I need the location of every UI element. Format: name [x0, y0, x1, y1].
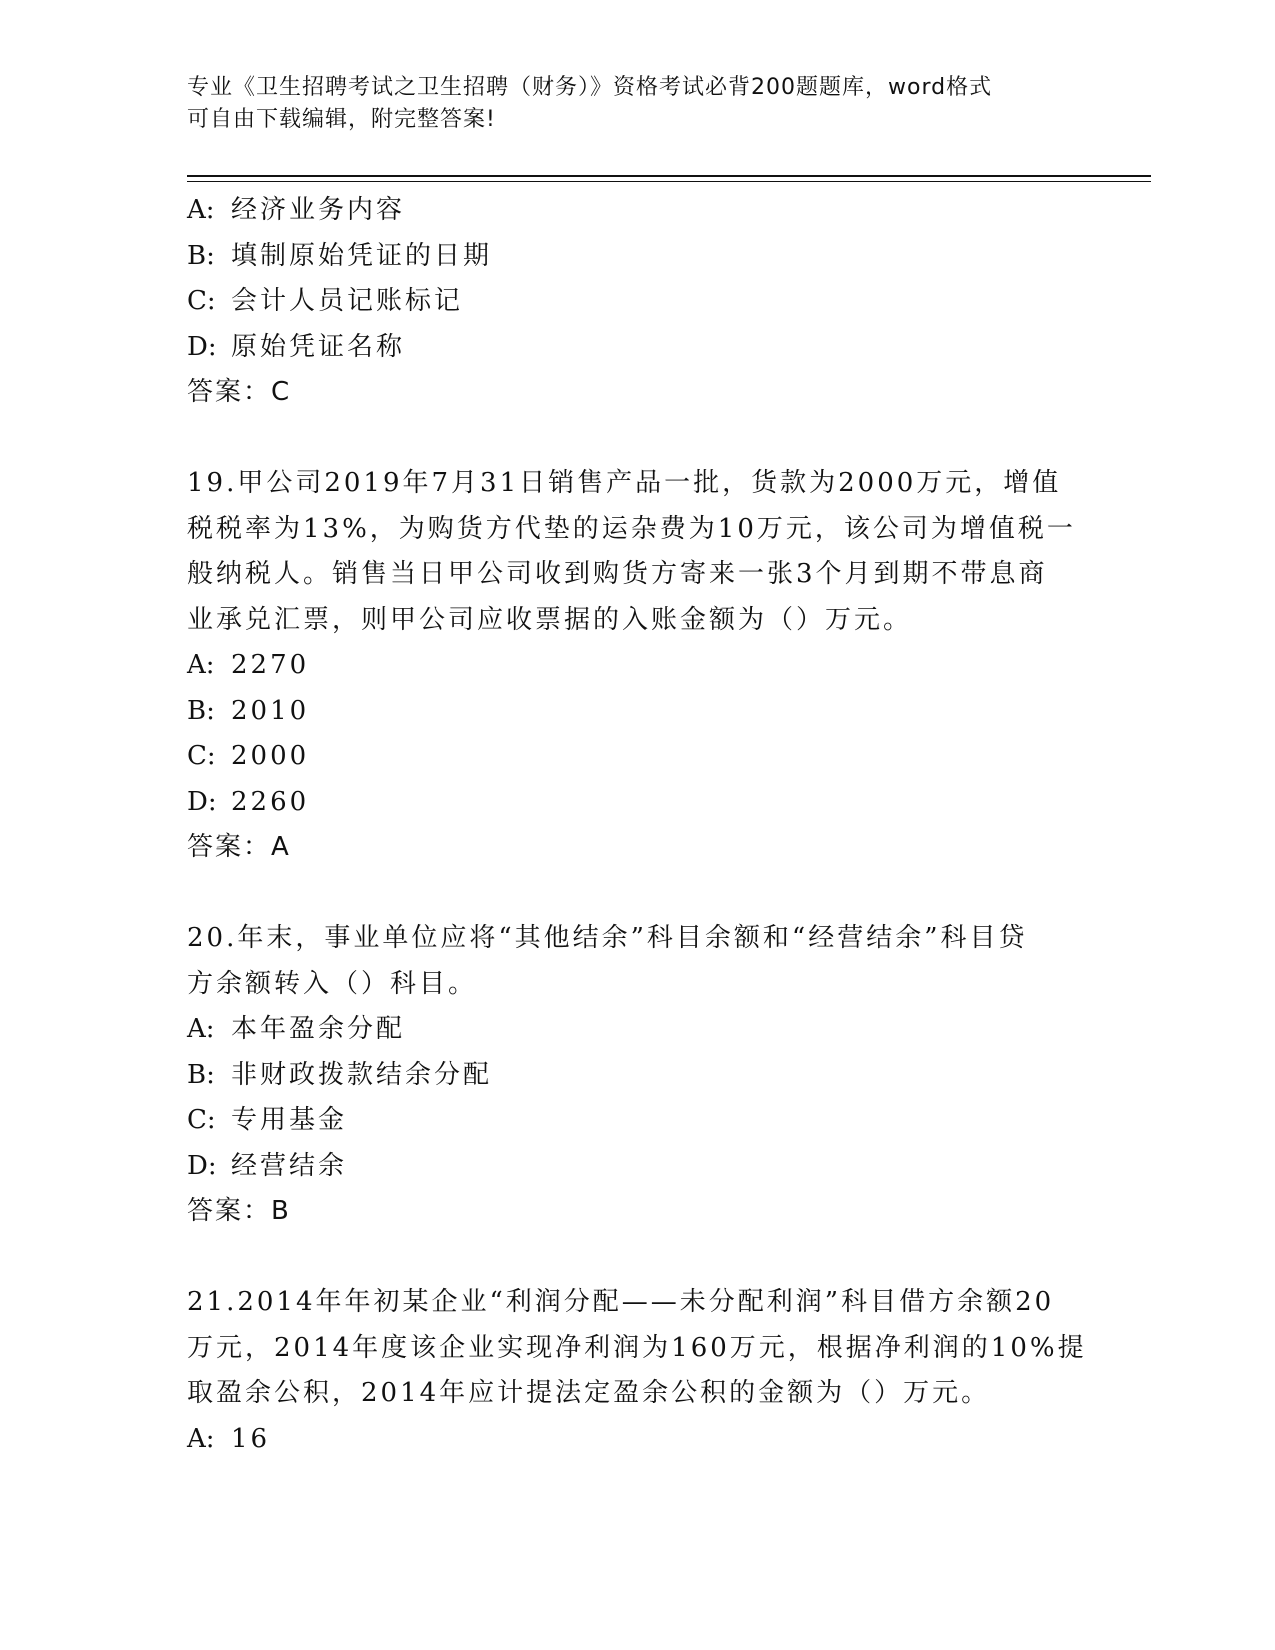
question-21 [187, 1280, 1087, 1462]
header-rule-thick [187, 175, 1151, 177]
option-text: 2000 [231, 741, 310, 771]
option-key: A: [187, 195, 215, 225]
option-a [187, 188, 1087, 234]
option-key: C: [187, 741, 216, 771]
question-text-line: 21.2014年年初某企业“利润分配——未分配利润”科目借方余额20 [187, 1287, 1055, 1317]
spacer [187, 871, 1087, 917]
option-b [187, 689, 1087, 735]
question-text-line: 般纳税人。销售当日甲公司收到购货方寄来一张3个月到期不带息商 [187, 559, 1048, 589]
question-20 [187, 916, 1087, 1235]
option-a [187, 1007, 1087, 1053]
spacer [187, 1235, 1087, 1281]
option-key: D: [187, 786, 217, 817]
option-text: 原始凭证名称 [231, 331, 406, 362]
question-text-line: 19.甲公司2019年7月31日销售产品一批，货款为2000万元，增值 [187, 468, 1062, 498]
header-line-1: 专业《卫生招聘考试之卫生招聘（财务）》资格考试必背200题题库，word格式 [187, 75, 993, 100]
option-text: 2270 [231, 650, 310, 680]
option-key: B: [187, 695, 215, 726]
option-key: D: [187, 331, 217, 362]
question-text-line: 万元，2014年度该企业实现净利润为160万元，根据净利润的10%提 [187, 1332, 1087, 1363]
question-text-line: 方余额转入（）科目。 [187, 968, 478, 999]
option-c [187, 279, 1087, 325]
question-18 [187, 188, 1087, 416]
question-text-line: 取盈余公积，2014年应计提法定盈余公积的金额为（）万元。 [187, 1378, 991, 1408]
option-d [187, 1144, 1087, 1190]
option-key: C: [187, 286, 216, 316]
header-rule-thin [187, 181, 1151, 182]
option-text: 2260 [231, 786, 310, 817]
header-line-2: 可自由下载编辑，附完整答案! [187, 107, 496, 132]
spacer [187, 416, 1087, 462]
option-key: B: [187, 240, 215, 271]
option-b [187, 1053, 1087, 1099]
page-header [187, 72, 1067, 136]
option-text: 经济业务内容 [231, 195, 406, 225]
option-d [187, 780, 1087, 826]
option-text: 会计人员记账标记 [231, 286, 464, 316]
question-text-line: 税税率为13%，为购货方代垫的运杂费为10万元，该公司为增值税一 [187, 513, 1076, 544]
option-key: A: [187, 1423, 215, 1454]
option-text: 填制原始凭证的日期 [231, 240, 493, 271]
option-text: 2010 [231, 695, 310, 726]
option-key: A: [187, 1014, 215, 1044]
option-text: 非财政拨款结余分配 [231, 1059, 493, 1090]
option-key: D: [187, 1150, 217, 1181]
answer-line: 答案：B [187, 1196, 291, 1226]
answer-line: 答案：A [187, 832, 291, 862]
option-a [187, 643, 1087, 689]
option-text: 本年盈余分配 [231, 1014, 406, 1044]
question-text-line: 20.年末，事业单位应将“其他结余”科目余额和“经营结余”科目贷 [187, 923, 1028, 953]
option-b [187, 234, 1087, 280]
option-key: B: [187, 1059, 215, 1090]
question-content [187, 188, 1087, 1462]
question-19 [187, 461, 1087, 871]
option-a [187, 1417, 1087, 1463]
option-text: 专用基金 [231, 1105, 348, 1135]
answer-line: 答案：C [187, 377, 292, 407]
option-text: 16 [231, 1423, 271, 1454]
option-key: A: [187, 650, 215, 680]
option-text: 经营结余 [231, 1150, 348, 1181]
question-text-line: 业承兑汇票，则甲公司应收票据的入账金额为（）万元。 [187, 604, 913, 635]
option-c [187, 734, 1087, 780]
option-c [187, 1098, 1087, 1144]
option-key: C: [187, 1105, 216, 1135]
option-d [187, 325, 1087, 371]
